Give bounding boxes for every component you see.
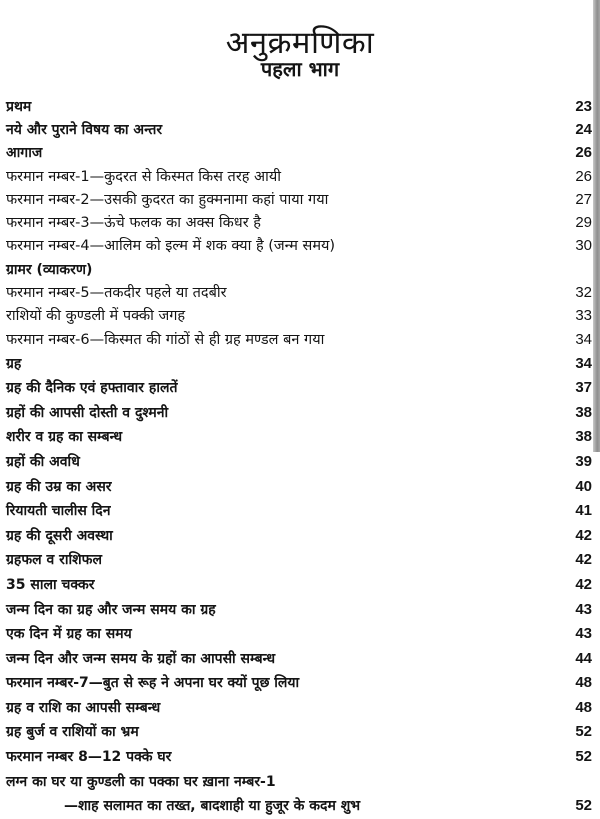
- toc-entry-page: 23: [575, 97, 592, 115]
- toc-entry: [6, 769, 592, 794]
- toc-entry-page: 48: [575, 698, 592, 716]
- toc-entry: [6, 474, 592, 499]
- toc-entry-title: ग्रह की दैनिक एवं हफ्तावार हालतें: [6, 380, 178, 397]
- toc-entry-page: 32: [575, 284, 592, 302]
- toc-entry-title: ग्रहफल व राशिफल: [6, 552, 102, 569]
- toc-entry: [6, 696, 592, 721]
- toc-entry-page: 42: [575, 526, 592, 544]
- toc-entry: [6, 165, 592, 188]
- toc-entry-title: राशियों की कुण्डली में पक्की जगह: [6, 308, 186, 325]
- toc-entry-title: फरमान नम्बर-3—ऊंचे फलक का अक्स किधर है: [6, 215, 261, 232]
- toc-entry: [6, 523, 592, 548]
- toc-entry: [6, 328, 592, 351]
- toc-entry: [6, 425, 592, 450]
- toc-entry-title: फरमान नम्बर-4—आलिम को इल्म में शक क्या है (जन्म समय): [6, 238, 336, 255]
- toc-entry-page: 27: [575, 190, 592, 208]
- toc-entry-title: फरमान नम्बर-6—किस्मत की गांठों से ही ग्रह मण्डल बन गया: [6, 331, 325, 348]
- toc-entry-title: फरमान नम्बर 8—12 पक्के घर: [6, 749, 172, 766]
- toc-entry: [6, 548, 592, 573]
- toc-entry-page: 43: [575, 600, 592, 618]
- toc-entry-page: 40: [575, 477, 592, 495]
- toc-entry: [6, 671, 592, 696]
- toc-entry-title: ग्रहों की आपसी दोस्ती व दुश्मनी: [6, 404, 169, 421]
- toc-entry-page: 26: [575, 144, 592, 162]
- toc-entry-page: 33: [575, 307, 592, 325]
- toc-entry-title: ग्रह बुर्ज व राशियों का भ्रम: [6, 724, 139, 741]
- toc-entry-title: ग्रह की दूसरी अवस्था: [6, 527, 113, 544]
- toc-entry: [6, 450, 592, 475]
- toc-entry-page: 43: [575, 625, 592, 643]
- toc-section-heading: [6, 258, 592, 281]
- toc-entry-title: एक दिन में ग्रह का समय: [6, 626, 132, 643]
- toc-entry: [6, 794, 592, 819]
- toc-entry-title: —शाह सलामत का तख्त, बादशाही या हुजूर के कदम शुभ: [64, 798, 361, 815]
- toc-entry-page: 38: [575, 403, 592, 421]
- toc-entry-page: 38: [575, 428, 592, 446]
- toc-entry: [6, 400, 592, 425]
- toc-entry-title: ग्रहों की अवधि: [6, 453, 80, 470]
- section-heading: पहला भाग: [260, 57, 340, 81]
- toc-entry-title: ग्रह: [6, 355, 22, 372]
- toc-entry-page: 52: [575, 797, 592, 815]
- toc-entry-title: फरमान नम्बर-2—उसकी कुदरत का हुक्मनामा कहां पाया गया: [6, 191, 329, 208]
- toc-entry: [6, 281, 592, 304]
- toc-entry-title: फरमान नम्बर-7—बुत से रूह ने अपना घर क्यों पूछ लिया: [6, 675, 300, 692]
- toc-entry-title: नये और पुराने विषय का अन्तर: [6, 121, 163, 138]
- toc-entry: [6, 573, 592, 598]
- toc-entry-page: 44: [575, 649, 592, 667]
- toc-entry-title: 35 साला चक्कर: [6, 576, 95, 593]
- toc-entry: [6, 305, 592, 328]
- toc-entry-title: प्रथम: [6, 98, 32, 115]
- toc-entry: [6, 376, 592, 401]
- toc-entry-page: 34: [575, 330, 592, 348]
- toc-entry: [6, 235, 592, 258]
- toc-entry-title: आगाज: [6, 145, 43, 162]
- table-of-contents: [6, 95, 592, 819]
- toc-entry-page: 34: [575, 354, 592, 372]
- toc-entry-title: फरमान नम्बर-1—कुदरत से किस्मत किस तरह आयी: [6, 168, 282, 185]
- toc-entry: [6, 142, 592, 165]
- toc-entry-title: ग्रामर (व्याकरण): [6, 261, 93, 278]
- toc-entry-title: लग्न का घर या कुण्डली का पक्का घर ख़ाना नम्बर-1: [6, 773, 276, 790]
- page-title: अनुक्रमणिका: [225, 24, 375, 61]
- toc-entry-page: 41: [575, 502, 592, 520]
- toc-entry: [6, 622, 592, 647]
- toc-entry: [6, 720, 592, 745]
- toc-entry: [6, 95, 592, 118]
- toc-entry-page: 52: [575, 723, 592, 741]
- toc-entry-page: 39: [575, 452, 592, 470]
- toc-entry: [6, 118, 592, 141]
- toc-entry-page: 30: [575, 237, 592, 255]
- toc-entry: [6, 499, 592, 524]
- toc-entry-title: ग्रह व राशि का आपसी सम्बन्ध: [6, 699, 161, 716]
- toc-entry-page: 29: [575, 214, 592, 232]
- toc-entry-title: जन्म दिन का ग्रह और जन्म समय का ग्रह: [6, 601, 216, 618]
- toc-entry-title: फरमान नम्बर-5—तकदीर पहले या तदबीर: [6, 285, 227, 302]
- toc-entry: [6, 597, 592, 622]
- toc-entry-title: शरीर व ग्रह का सम्बन्ध: [6, 429, 123, 446]
- toc-entry-page: 52: [575, 748, 592, 766]
- toc-entry-title: जन्म दिन और जन्म समय के ग्रहों का आपसी सम्बन्ध: [6, 650, 276, 667]
- toc-entry-page: 42: [575, 575, 592, 593]
- toc-entry-page: 24: [575, 120, 592, 138]
- toc-entry: [6, 745, 592, 770]
- toc-entry-page: 37: [575, 379, 592, 397]
- toc-entry-title: ग्रह की उम्र का असर: [6, 478, 112, 495]
- toc-entry: [6, 188, 592, 211]
- toc-entry-page: 42: [575, 551, 592, 569]
- toc-entry: [6, 211, 592, 234]
- toc-entry: [6, 351, 592, 376]
- toc-entry: [6, 646, 592, 671]
- toc-entry-page: 26: [575, 167, 592, 185]
- toc-entry-page: 48: [575, 674, 592, 692]
- toc-entry-title: रियायती चालीस दिन: [6, 503, 111, 520]
